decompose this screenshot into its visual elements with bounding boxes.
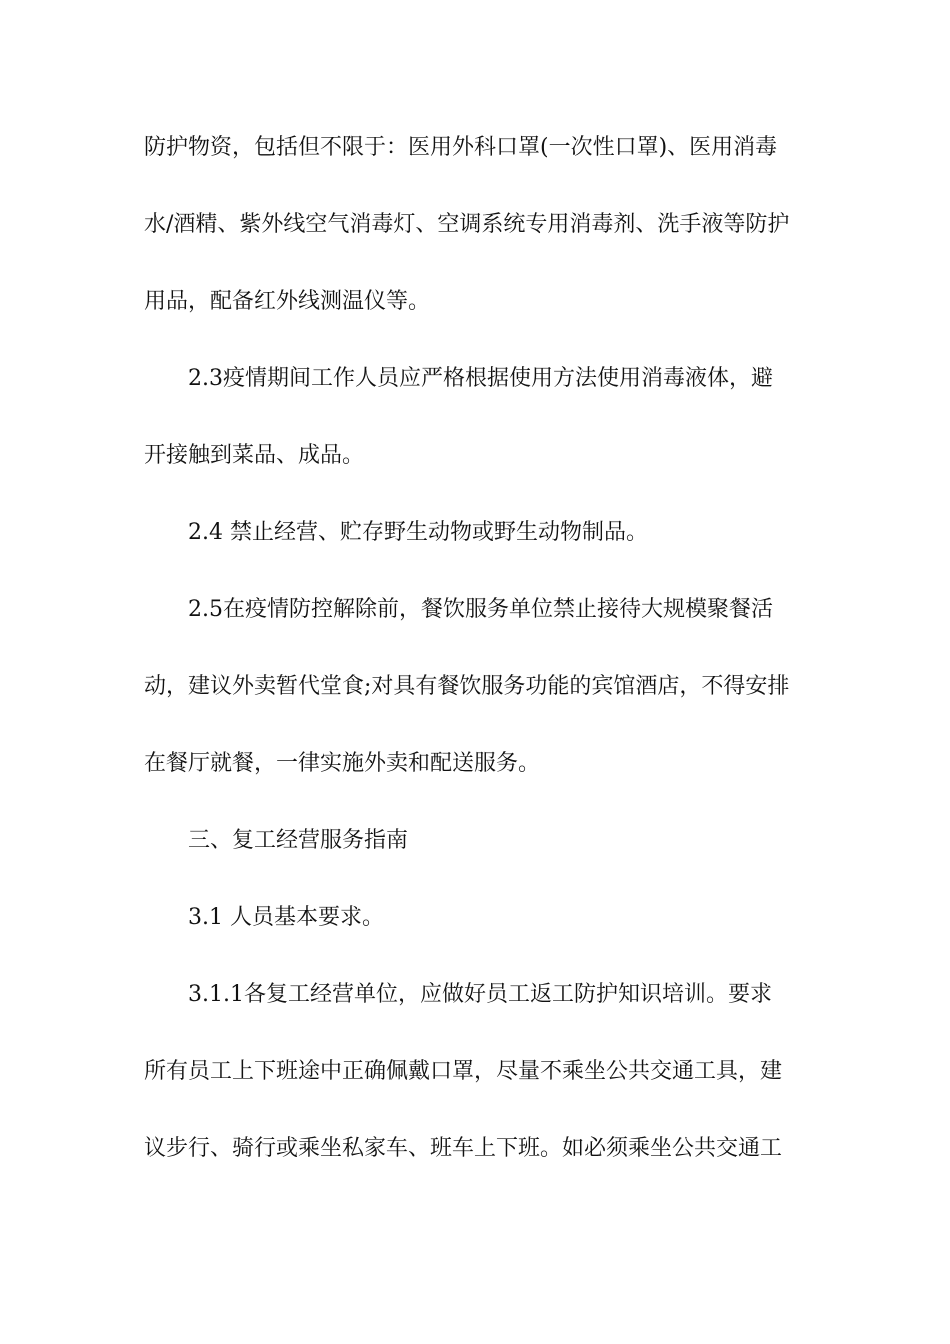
body-text-line: 用品，配备红外线测温仪等。 xyxy=(144,289,431,314)
body-text-line: 水/酒精、紫外线空气消毒灯、空调系统专用消毒剂、洗手液等防护 xyxy=(144,212,790,237)
body-text-line: 所有员工上下班途中正确佩戴口罩，尽量不乘坐公共交通工具，建 xyxy=(144,1059,783,1084)
section-heading-3: 三、复工经营服务指南 xyxy=(188,828,409,853)
section-3-1-heading: 3.1 人员基本要求。 xyxy=(188,905,384,930)
section-2-3-line: 2.3疫情期间工作人员应严格根据使用方法使用消毒液体，避 xyxy=(188,366,773,391)
body-text-line: 防护物资，包括但不限于：医用外科口罩(一次性口罩)、医用消毒 xyxy=(144,135,778,160)
section-2-5-line: 2.5在疫情防控解除前，餐饮服务单位禁止接待大规模聚餐活 xyxy=(188,597,773,622)
body-text-line: 议步行、骑行或乘坐私家车、班车上下班。如必须乘坐公共交通工 xyxy=(144,1136,783,1161)
body-text-line: 在餐厅就餐，一律实施外卖和配送服务。 xyxy=(144,751,541,776)
section-3-1-1-line: 3.1.1各复工经营单位，应做好员工返工防护知识培训。要求 xyxy=(188,982,772,1007)
body-text-line: 开接触到菜品、成品。 xyxy=(144,443,365,468)
document-body xyxy=(144,128,814,1206)
body-text-line: 动，建议外卖暂代堂食;对具有餐饮服务功能的宾馆酒店，不得安排 xyxy=(144,674,790,699)
section-2-4-line: 2.4 禁止经营、贮存野生动物或野生动物制品。 xyxy=(188,520,648,545)
